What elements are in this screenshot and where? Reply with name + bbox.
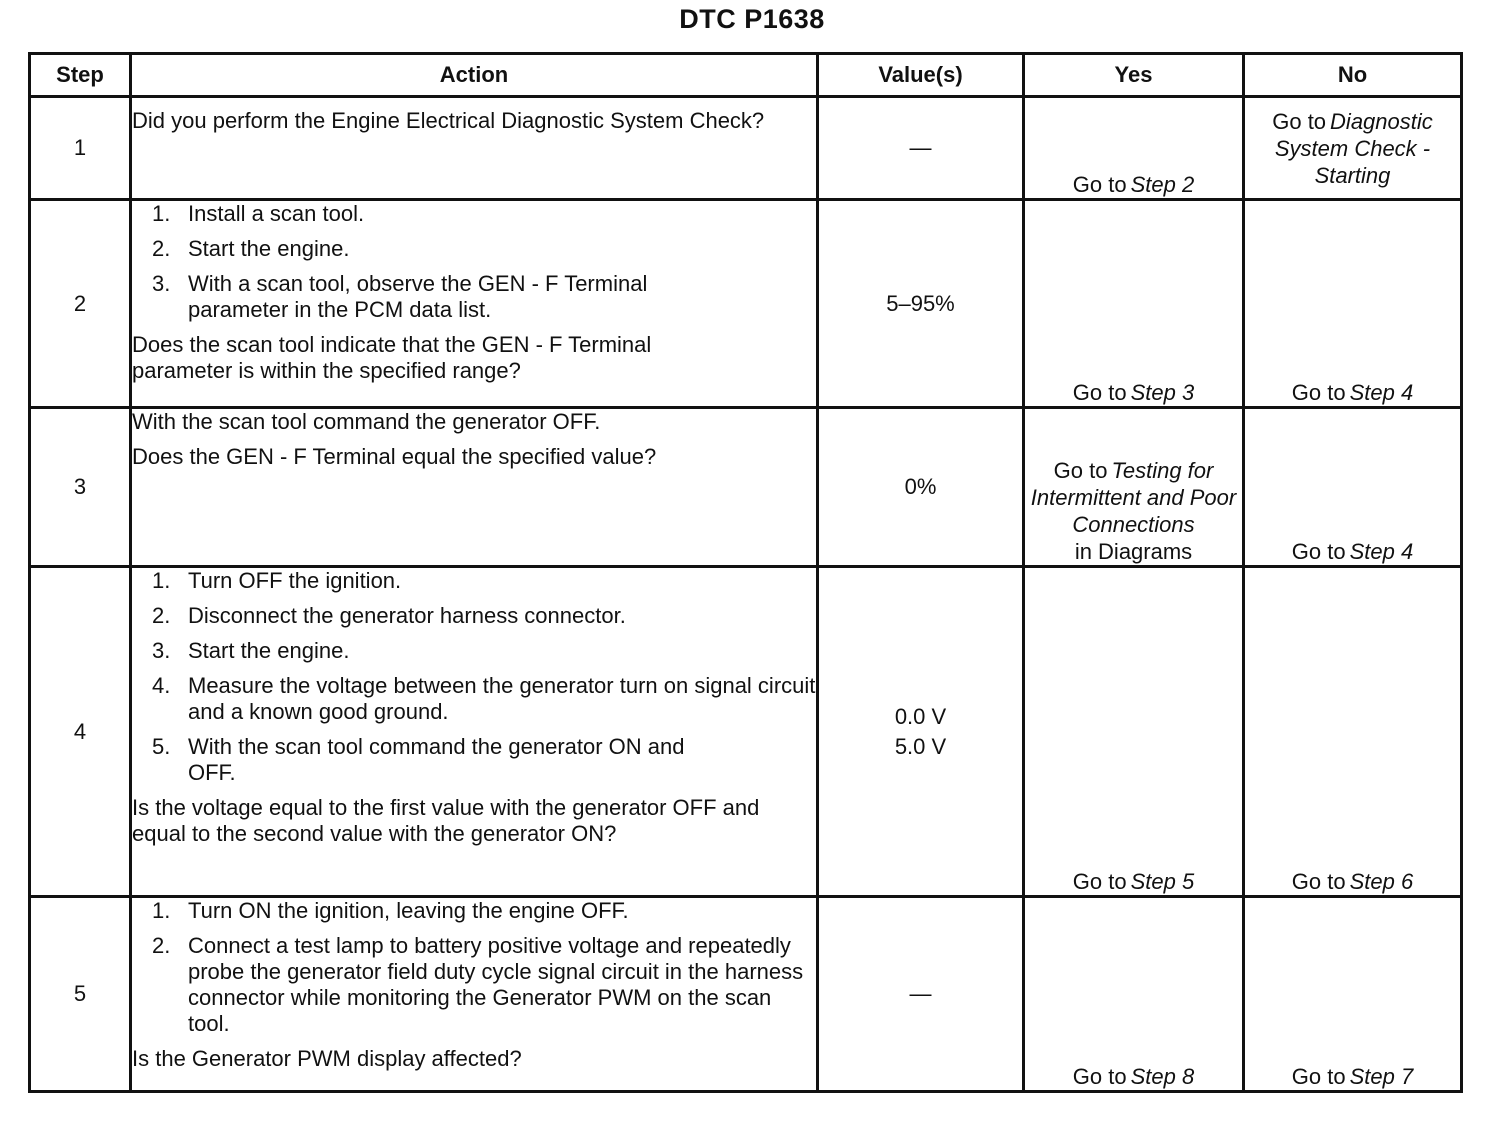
yes-cell[interactable] xyxy=(1024,97,1244,200)
action-cell xyxy=(131,897,818,1092)
substep-list xyxy=(132,568,816,786)
substep-item: 2. Start the engine. xyxy=(152,236,350,261)
header-action: Action xyxy=(131,54,818,97)
step-number: 1 xyxy=(30,97,131,200)
page-title: DTC P1638 xyxy=(679,4,825,34)
table-row xyxy=(30,897,1462,1092)
question-text: Did you perform the Engine Electrical Diagnostic System Check? xyxy=(132,108,765,133)
yes-target-link[interactable]: Step 3 xyxy=(1130,380,1195,405)
go-to-label: Go to xyxy=(1072,172,1127,197)
yes-target-link[interactable]: Step 8 xyxy=(1130,1064,1195,1089)
substep-item: 2. Connect a test lamp to battery positive voltage and repeatedly probe the generator field duty cycle signal circuit in the harness connector while monitoring the Generator PWM on the scan tool. xyxy=(152,933,804,1036)
go-to-label: Go to xyxy=(1291,1064,1346,1089)
no-cell[interactable] xyxy=(1244,567,1462,897)
substep-item: 1. Install a scan tool. xyxy=(152,201,365,226)
second-value: 5.0 V xyxy=(894,733,947,759)
go-to-label: Go to xyxy=(1291,380,1346,405)
table-row xyxy=(30,200,1462,408)
value-cell: — xyxy=(818,97,1024,200)
yes-suffix: in Diagrams xyxy=(1074,539,1193,564)
go-to-label: Go to xyxy=(1053,458,1108,483)
action-cell xyxy=(131,200,818,408)
go-to-label: Go to xyxy=(1072,869,1127,894)
value-cell: — xyxy=(818,897,1024,1092)
intro-text: With the scan tool command the generator OFF. xyxy=(132,409,601,434)
substep-item: 4. Measure the voltage between the generator turn on signal circuit and a known good ground. xyxy=(152,673,816,724)
first-value: 0.0 V xyxy=(894,703,947,729)
question-text: Is the voltage equal to the first value with the generator OFF and equal to the second value with the generator ON? xyxy=(132,795,760,846)
no-cell[interactable] xyxy=(1244,200,1462,408)
go-to-label: Go to xyxy=(1072,1064,1127,1089)
substep-list xyxy=(132,201,816,323)
table-row xyxy=(30,408,1462,567)
yes-target-link[interactable]: Step 2 xyxy=(1130,172,1195,197)
header-values: Value(s) xyxy=(818,54,1024,97)
action-cell xyxy=(131,97,818,200)
action-cell xyxy=(131,408,818,567)
substep-item: 3. With a scan tool, observe the GEN - F Terminal parameter in the PCM data list. xyxy=(152,271,648,322)
header-yes: Yes xyxy=(1024,54,1244,97)
yes-cell[interactable] xyxy=(1024,408,1244,567)
yes-cell[interactable] xyxy=(1024,200,1244,408)
go-to-label: Go to xyxy=(1272,108,1327,134)
value-cell: 5–95% xyxy=(818,200,1024,408)
no-target-link[interactable]: Step 7 xyxy=(1349,1064,1414,1089)
yes-cell[interactable] xyxy=(1024,567,1244,897)
no-cell[interactable] xyxy=(1244,97,1462,200)
value-cell: 0% xyxy=(818,408,1024,567)
substep-item: 1. Turn ON the ignition, leaving the engine OFF. xyxy=(152,898,629,923)
step-number: 3 xyxy=(30,408,131,567)
go-to-label: Go to xyxy=(1291,869,1346,894)
yes-target-link[interactable]: Testing for Intermittent and Poor Connections xyxy=(1030,458,1237,537)
no-cell[interactable] xyxy=(1244,897,1462,1092)
go-to-label: Go to xyxy=(1072,380,1127,405)
step-number: 2 xyxy=(30,200,131,408)
substep-item: 1. Turn OFF the ignition. xyxy=(152,568,402,593)
substep-list xyxy=(132,898,816,1037)
question-text: Does the scan tool indicate that the GEN - F Terminal parameter is within the specified range? xyxy=(132,332,652,383)
no-target-link[interactable]: Diagnostic System Check - Starting xyxy=(1274,108,1433,188)
diagnostic-table xyxy=(28,52,1463,1093)
header-row xyxy=(30,54,1462,97)
yes-cell[interactable] xyxy=(1024,897,1244,1092)
question-text: Does the GEN - F Terminal equal the specified value? xyxy=(132,444,657,469)
substep-item: 2. Disconnect the generator harness connector. xyxy=(152,603,626,628)
header-no: No xyxy=(1244,54,1462,97)
substep-item: 5. With the scan tool command the generator ON and OFF. xyxy=(152,734,685,785)
go-to-label: Go to xyxy=(1291,539,1346,564)
no-target-link[interactable]: Step 6 xyxy=(1349,869,1414,894)
header-step: Step xyxy=(30,54,131,97)
yes-target-link[interactable]: Step 5 xyxy=(1130,869,1195,894)
no-cell[interactable] xyxy=(1244,408,1462,567)
step-number: 5 xyxy=(30,897,131,1092)
substep-item: 3. Start the engine. xyxy=(152,638,350,663)
action-cell xyxy=(131,567,818,897)
no-target-link[interactable]: Step 4 xyxy=(1349,380,1414,405)
step-number: 4 xyxy=(30,567,131,897)
table-row xyxy=(30,567,1462,897)
question-text: Is the Generator PWM display affected? xyxy=(132,1046,522,1071)
table-row xyxy=(30,97,1462,200)
value-cell xyxy=(818,567,1024,897)
no-target-link[interactable]: Step 4 xyxy=(1349,539,1414,564)
